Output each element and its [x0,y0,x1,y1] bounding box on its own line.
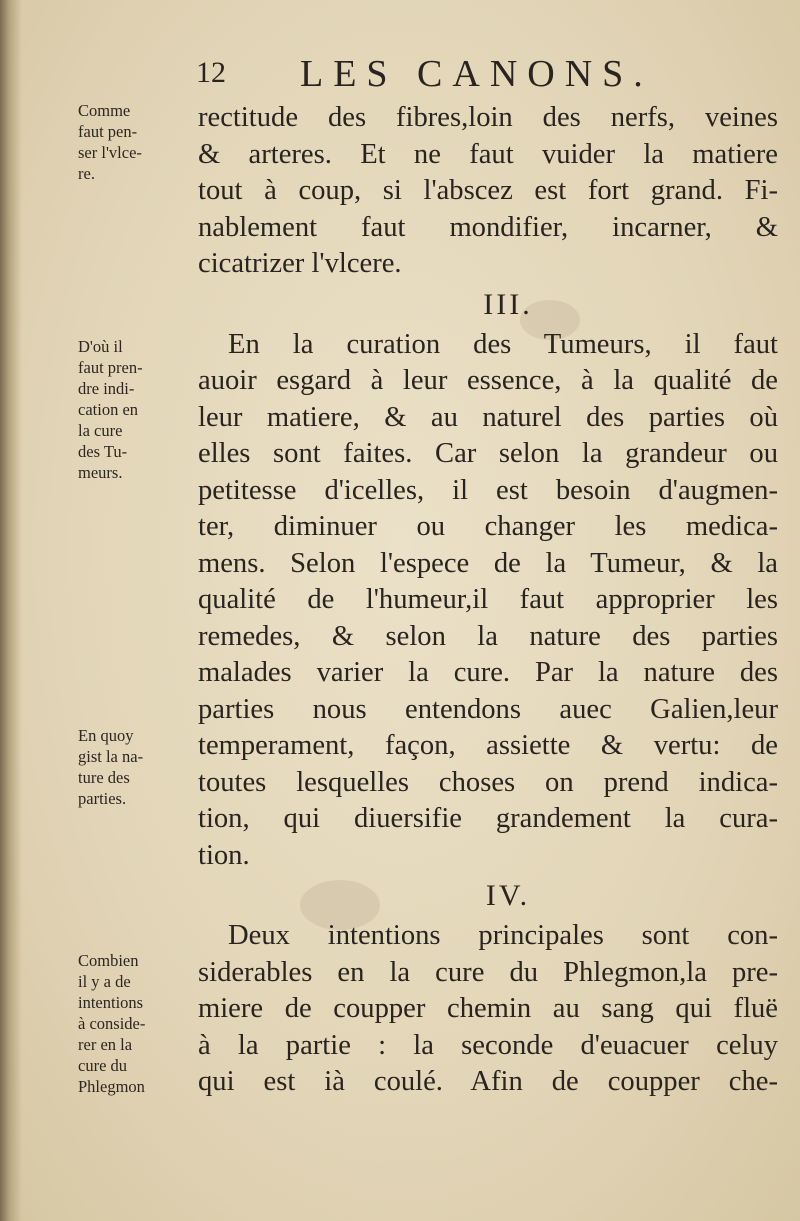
text-line: En la curation des Tumeurs, il faut [228,328,778,360]
text-line: petitesse d'icelles, il est besoin d'augmen- [198,474,778,506]
text-line: toutes lesquelles choses on prend indica- [198,766,778,798]
text-line: & arteres. Et ne faut vuider la matiere [198,138,778,170]
margin-note-3: En quoy gist la na- ture des parties. [78,726,144,808]
text-line: elles sont faites. Car selon la grandeur ou [198,438,778,469]
text-line: ter, diminuer ou changer les medica- [198,511,778,542]
text-line: à la partie : la seconde d'euacuer celuy [198,1029,778,1061]
text-line: malades varier la cure. Par la nature des [198,657,778,688]
section-heading-3: III. [483,287,533,321]
text-line: tout à coup, si l'abscez est fort grand. Fi- [198,175,778,206]
text-line: mens. Selon l'espece de la Tumeur, & la [198,547,778,579]
margin-note-1: Comme faut pen- ser l'vlce- re. [78,101,142,183]
section-heading-4: IV. [485,879,531,912]
text-line: temperament, façon, assiette & vertu: de [198,730,778,761]
text-line: tion, qui diuersifie grandement la cura- [198,803,778,834]
page-number: 12 [196,56,226,89]
text-line: siderables en la cure du Phlegmon,la pre- [198,956,778,988]
paragraph-3 [198,918,778,1101]
main-text [198,100,778,1101]
text-line: remedes, & selon la nature des parties [198,620,778,652]
page-header [190,52,790,100]
running-title: LES CANONS. [300,53,653,95]
gutter-shadow [0,0,22,1221]
margin-note-4: Combien il y a de intentions à conside- rer en la cure du Phlegmon [78,951,146,1096]
text-line: leur matiere, & au naturel des parties où [198,401,778,433]
paragraph-2 [198,327,778,875]
text-line: tion. [198,839,250,871]
text-line: auoir esgard à leur essence, à la qualité de [198,365,778,396]
text-line: miere de coupper chemin au sang qui fluë [198,993,778,1024]
text-line: qui est ià coulé. Afin de coupper che- [198,1066,778,1097]
margin-note-2: D'où il faut pren- dre indi- cation en la cure des Tu- meurs. [78,337,143,482]
paragraph-1 [198,100,778,283]
text-line: parties nous entendons auec Galien,leur [198,693,778,725]
text-line: rectitude des fibres,loin des nerfs, veines [198,102,778,133]
text-line: nablement faut mondifier, incarner, & [198,211,778,243]
text-line: Deux intentions principales sont con- [228,920,778,951]
text-line: qualité de l'humeur,il faut approprier les [198,584,778,615]
text-line: cicatrizer l'vlcere. [198,248,402,279]
